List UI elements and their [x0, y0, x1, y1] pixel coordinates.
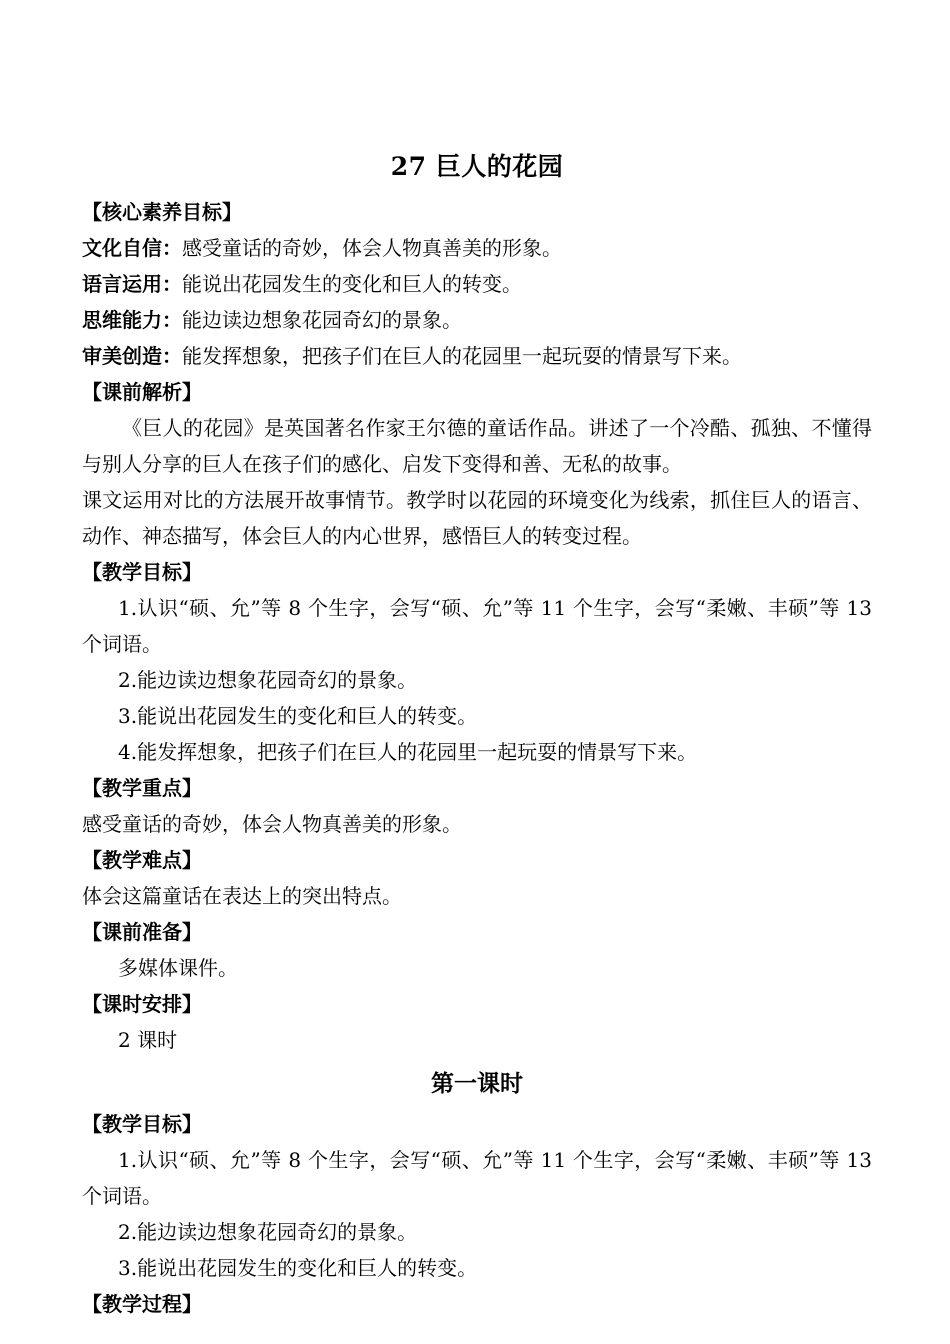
core-literacy-text: 感受童话的奇妙，体会人物真善美的形象。 — [182, 236, 562, 260]
page-title: 27 巨人的花园 — [390, 152, 564, 181]
document-body — [82, 148, 872, 1322]
section-heading-teaching-objectives: 【教学目标】 — [82, 560, 202, 584]
core-literacy-text: 能发挥想象，把孩子们在巨人的花园里一起玩耍的情景写下来。 — [182, 344, 742, 368]
section-heading-pre-class-analysis: 【课前解析】 — [82, 380, 202, 404]
section-heading-teaching-difficulty: 【教学难点】 — [82, 848, 202, 872]
section-heading-lesson-one-objectives: 【教学目标】 — [82, 1112, 202, 1136]
pre-class-analysis-paragraph: 课文运用对比的方法展开故事情节。教学时以花园的环境变化为线索，抓住巨人的语言、动作、神态描写，体会巨人的内心世界，感悟巨人的转变过程。 — [82, 488, 872, 548]
core-literacy-label: 文化自信： — [82, 236, 182, 260]
section-heading-core-literacy: 【核心素养目标】 — [82, 200, 242, 224]
teaching-focus-text: 感受童话的奇妙，体会人物真善美的形象。 — [82, 812, 462, 836]
core-literacy-item — [82, 230, 872, 266]
core-literacy-label: 思维能力： — [82, 308, 182, 332]
lesson-one-objective-item: 1.认识“硕、允”等 8 个生字，会写“硕、允”等 11 个生字，会写“柔嫩、丰硕”等 13 个词语。 — [82, 1148, 872, 1208]
core-literacy-item — [82, 338, 872, 374]
core-literacy-text: 能边读边想象花园奇幻的景象。 — [182, 308, 462, 332]
core-literacy-item — [82, 266, 872, 302]
lesson-one-objective-item: 2.能边读边想象花园奇幻的景象。 — [118, 1220, 418, 1244]
section-heading-preparation: 【课前准备】 — [82, 920, 202, 944]
pre-class-analysis-paragraph: 《巨人的花园》是英国著名作家王尔德的童话作品。讲述了一个冷酷、孤独、不懂得与别人分享的巨人在孩子们的感化、启发下变得和善、无私的故事。 — [82, 416, 872, 476]
teaching-objective-item: 1.认识“硕、允”等 8 个生字，会写“硕、允”等 11 个生字，会写“柔嫩、丰硕”等 13 个词语。 — [82, 596, 872, 656]
lesson-one-heading: 第一课时 — [431, 1070, 523, 1097]
section-heading-teaching-focus: 【教学重点】 — [82, 776, 202, 800]
core-literacy-label: 语言运用： — [82, 272, 182, 296]
core-literacy-text: 能说出花园发生的变化和巨人的转变。 — [182, 272, 522, 296]
lesson-one-objective-item: 3.能说出花园发生的变化和巨人的转变。 — [118, 1256, 478, 1280]
section-heading-schedule: 【课时安排】 — [82, 992, 202, 1016]
teaching-objective-item: 2.能边读边想象花园奇幻的景象。 — [118, 668, 418, 692]
teaching-objective-item: 4.能发挥想象，把孩子们在巨人的花园里一起玩耍的情景写下来。 — [118, 740, 698, 764]
core-literacy-label: 审美创造： — [82, 344, 182, 368]
schedule-text: 2 课时 — [118, 1028, 178, 1052]
teaching-difficulty-text: 体会这篇童话在表达上的突出特点。 — [82, 884, 402, 908]
core-literacy-item — [82, 302, 872, 338]
preparation-text: 多媒体课件。 — [118, 956, 238, 980]
teaching-objective-item: 3.能说出花园发生的变化和巨人的转变。 — [118, 704, 478, 728]
section-heading-teaching-process: 【教学过程】 — [82, 1292, 202, 1316]
